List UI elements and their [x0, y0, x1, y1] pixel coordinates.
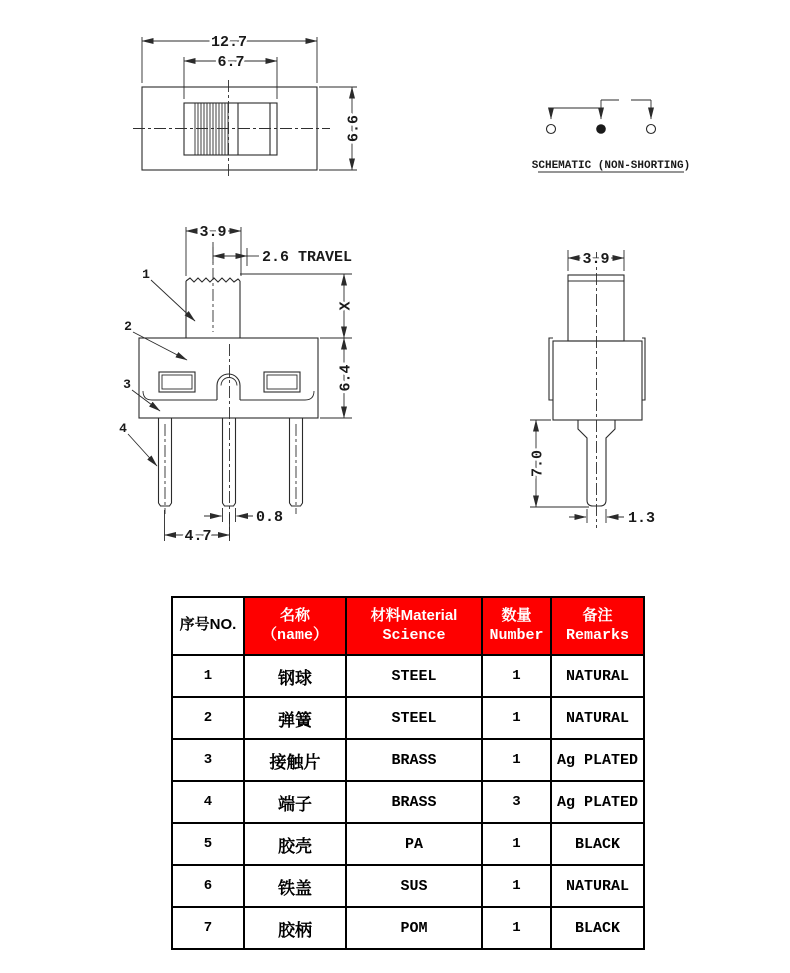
cell-material: BRASS [346, 739, 482, 781]
cell-remarks: Ag PLATED [551, 739, 644, 781]
callout-2: 2 [124, 319, 132, 334]
table-row [172, 697, 644, 739]
dim-top-height: 6.6 [345, 114, 363, 143]
dim-top-knob-width: 6.7 [217, 54, 245, 71]
cell-material: STEEL [346, 655, 482, 697]
col-header-remarks: 备注 Remarks [551, 597, 644, 655]
cell-name: 钢球 [244, 655, 346, 697]
cell-material: BRASS [346, 781, 482, 823]
cell-qty: 1 [482, 655, 551, 697]
col-header-material: 材料Material Science [346, 597, 482, 655]
terminal-common [596, 124, 606, 134]
table-row [172, 781, 644, 823]
cell-qty: 1 [482, 739, 551, 781]
cell-no: 4 [172, 781, 244, 823]
col-header-no: 序号NO. [172, 597, 244, 655]
cell-qty: 1 [482, 865, 551, 907]
dim-front-pin-width: 0.8 [256, 509, 284, 526]
terminal-left [547, 125, 556, 134]
cell-remarks: NATURAL [551, 865, 644, 907]
schematic [532, 100, 690, 172]
callout-3: 3 [123, 377, 131, 392]
cell-remarks: NATURAL [551, 655, 644, 697]
table-row [172, 655, 644, 697]
cell-name: 铁盖 [244, 865, 346, 907]
cell-no: 1 [172, 655, 244, 697]
top-view [133, 34, 363, 178]
dim-front-knob-height: X [337, 301, 355, 311]
terminal-right [647, 125, 656, 134]
cell-name: 胶壳 [244, 823, 346, 865]
cell-no: 6 [172, 865, 244, 907]
schematic-caption: SCHEMATIC (NON-SHORTING) [531, 160, 691, 172]
cell-material: SUS [346, 865, 482, 907]
cell-remarks: NATURAL [551, 697, 644, 739]
table-row [172, 865, 644, 907]
dim-front-pin-pitch: 4.7 [184, 528, 212, 545]
side-view [530, 250, 656, 528]
table-row [172, 739, 644, 781]
cell-no: 5 [172, 823, 244, 865]
slider-ribs [195, 103, 228, 155]
callout-1: 1 [142, 267, 150, 282]
cell-material: STEEL [346, 697, 482, 739]
cell-remarks: BLACK [551, 907, 644, 949]
col-header-name: 名称 （name） [244, 597, 346, 655]
cell-material: PA [346, 823, 482, 865]
cell-name: 端子 [244, 781, 346, 823]
dim-front-knob-width: 3.9 [199, 224, 227, 241]
dim-side-pin-length: 7.0 [529, 449, 547, 478]
cell-no: 2 [172, 697, 244, 739]
dim-side-knob-width: 3.9 [582, 251, 610, 268]
cell-qty: 1 [482, 697, 551, 739]
front-view [119, 224, 354, 545]
cell-qty: 1 [482, 907, 551, 949]
cell-remarks: BLACK [551, 823, 644, 865]
cell-remarks: Ag PLATED [551, 781, 644, 823]
cell-name: 接触片 [244, 739, 346, 781]
dim-side-pin-width: 1.3 [628, 510, 656, 527]
cell-qty: 1 [482, 823, 551, 865]
cell-material: POM [346, 907, 482, 949]
bom-table [171, 596, 645, 950]
dim-front-travel: 2.6 TRAVEL [262, 249, 353, 266]
cell-name: 胶柄 [244, 907, 346, 949]
callout-4: 4 [119, 421, 127, 436]
col-header-qty: 数量 Number [482, 597, 551, 655]
table-row [172, 907, 644, 949]
dim-front-body-height: 6.4 [337, 364, 355, 392]
cell-name: 弹簧 [244, 697, 346, 739]
dim-top-total-width: 12.7 [210, 34, 248, 51]
cell-no: 7 [172, 907, 244, 949]
cell-no: 3 [172, 739, 244, 781]
table-row [172, 823, 644, 865]
header-row [172, 597, 644, 655]
cell-qty: 3 [482, 781, 551, 823]
